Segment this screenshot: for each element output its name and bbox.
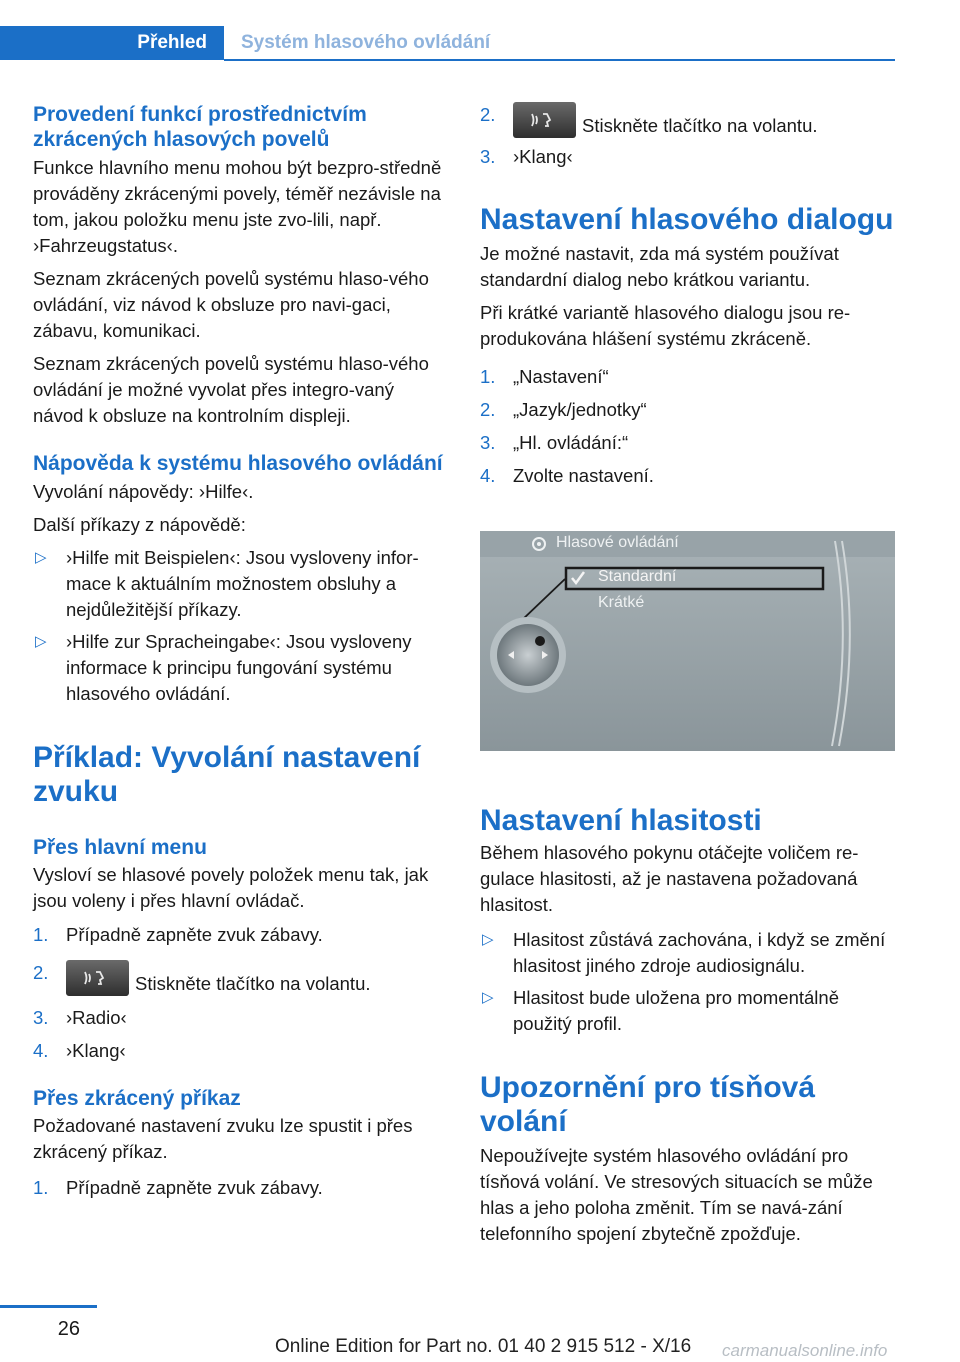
paragraph: Funkce hlavního menu mohou být bezpro‐středně prováděny zkrácenými povely, téměř nezávisle na tom, jakou položku menu jste zvo‐lili, např. ›Fahrzeugstatus‹. [33,157,442,256]
section-title-voice-dialog: Nastavení hlasového dialogu [480,203,894,236]
breadcrumb[interactable]: Systém hlasového ovládání [241,32,491,53]
right-column [480,102,895,489]
list-item: ▷ ›Hilfe mit Beispielen‹: Jsou vysloveny infor‐mace k aktuálním možnostem obsluhy a nejdůležitější příkazy. [35,547,419,620]
triangle-bullet-icon: ▷ [35,549,47,566]
paragraph: Během hlasového pokynu otáčejte voličem re‐gulace hlasitosti, až je nastavena požadovaná hlasitost. [480,842,859,915]
list-item: 3. „Hl. ovládání:“ [480,432,629,453]
list-item: 4. Zvolte nastavení. [480,465,654,486]
bullet-list [33,545,448,707]
list-item: 2. Stiskněte tlačítko na volantu. [480,104,818,136]
paragraph: Vysloví se hlasové povely položek menu tak, jak jsou voleny i přes hlavní ovládač. [33,864,429,911]
display-title: Hlasové ovládání [556,534,679,551]
display-option-short[interactable]: Krátké [598,594,645,611]
section-title-emergency: Upozornění pro tísňová volání [480,1071,816,1138]
bullet-list [480,927,895,1037]
paragraph: Požadované nastavení zvuku lze spustit i přes zkrácený příkaz. [33,1115,413,1162]
section-title-shortcut: Přes zkrácený příkaz [33,1087,241,1110]
paragraph: Vyvolání nápovědy: ›Hilfe‹. [33,481,254,502]
voice-button-icon [66,960,129,996]
list-item: 3. ›Radio‹ [33,1007,127,1028]
triangle-bullet-icon: ▷ [482,989,494,1006]
paragraph: Nepoužívejte systém hlasového ovládání pro tísňová volání. Ve stresových situacích se může hlas a jeho poloha změnit. Tím se navá‐zání telefonního spojení zbytečně zpožďuje. [480,1145,873,1244]
display-illustration [480,531,895,751]
header-tab[interactable]: Přehled [0,26,224,60]
list-item: ▷ ›Hilfe zur Spracheingabe‹: Jsou vysloveny informace k principu fungování systému hlasového ovládání. [35,631,412,704]
section-title-help: Nápověda k systému hlasového ovládání [33,452,443,475]
header-rule [224,59,895,61]
triangle-bullet-icon: ▷ [482,931,494,948]
list-item: 4. ›Klang‹ [33,1040,126,1061]
display-option-standard[interactable]: Standardní [598,568,677,585]
left-column [33,102,448,1201]
control-display-screenshot [480,531,895,751]
list-item: 3. ›Klang‹ [480,146,573,167]
paragraph: Seznam zkrácených povelů systému hlaso‐vého ovládání je možné vyvolat přes integro‐vaný návod k obsluze na kontrolním displeji. [33,353,429,426]
watermark: carmanualsonline.info [722,1341,888,1360]
paragraph: Při krátké variantě hlasového dialogu jsou re‐produkována hlášení systému zkráceně. [480,302,851,349]
footer-rule [0,1305,97,1308]
section-title-main-menu: Přes hlavní menu [33,836,207,859]
triangle-bullet-icon: ▷ [35,633,47,650]
steps-list [480,102,895,170]
paragraph: Je možné nastavit, zda má systém používat standardní dialog nebo krátkou variantu. [480,243,839,290]
list-item: 2. „Jazyk/jednotky“ [480,399,647,420]
section-title-volume: Nastavení hlasitosti [480,804,762,837]
list-item: 1. Případně zapněte zvuk zábavy. [33,924,323,945]
list-item: 1. Případně zapněte zvuk zábavy. [33,1177,323,1198]
page-header [0,26,895,60]
paragraph: Seznam zkrácených povelů systému hlaso‐vého ovládání, viz návod k obsluze pro navi‐gaci, zábavu, komunikaci. [33,268,429,341]
list-item: ▷ Hlasitost zůstává zachována, i když se změní hlasitost jiného zdroje audiosignálu. [482,929,886,976]
steps-list [480,364,895,489]
steps-list [33,1175,448,1201]
right-column-lower [480,804,895,1247]
paragraph: Další příkazy z nápovědě: [33,514,246,535]
steps-list [33,922,448,1064]
page-number: 26 [57,1318,80,1340]
online-edition-note: Online Edition for Part no. 01 40 2 915 512 - X/16 [275,1336,692,1357]
list-item: 1. „Nastavení“ [480,366,609,387]
section-title-shortcut-commands: Provedení funkcí prostřednictvím zkrácených hlasových povelů [33,103,367,151]
list-item: ▷ Hlasitost bude uložena pro momentálně použitý profil. [482,987,839,1034]
voice-button-icon [513,102,576,138]
chapter-title-sound-settings: Příklad: Vyvolání nastavení zvuku [33,741,421,808]
list-item: 2. Stiskněte tlačítko na volantu. [33,962,371,994]
